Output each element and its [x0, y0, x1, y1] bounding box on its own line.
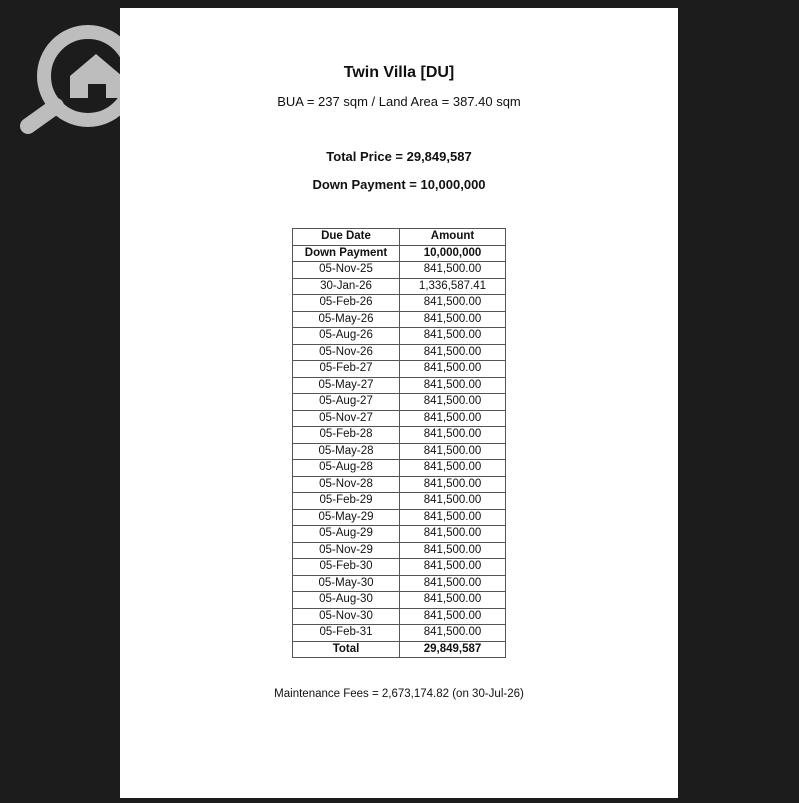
amount-cell: 841,500.00 — [400, 542, 506, 559]
table-row — [293, 460, 506, 477]
table-row — [293, 410, 506, 427]
table-row — [293, 526, 506, 543]
amount-cell: 10,000,000 — [400, 245, 506, 262]
total-price: Total Price = 29,849,587 — [326, 149, 472, 164]
table-row — [293, 592, 506, 609]
table-row — [293, 344, 506, 361]
table-row — [293, 394, 506, 411]
amount-cell: 841,500.00 — [400, 427, 506, 444]
due-date-cell: 05-Nov-28 — [293, 476, 400, 493]
header-amount: Amount — [400, 229, 506, 246]
amount-cell: 841,500.00 — [400, 344, 506, 361]
amount-cell: 841,500.00 — [400, 460, 506, 477]
table-row — [293, 278, 506, 295]
due-date-cell: Down Payment — [293, 245, 400, 262]
amount-cell: 841,500.00 — [400, 625, 506, 642]
table-row — [293, 443, 506, 460]
due-date-cell: 05-Nov-26 — [293, 344, 400, 361]
house-magnifier-icon — [18, 14, 128, 134]
table-row — [293, 295, 506, 312]
due-date-cell: 30-Jan-26 — [293, 278, 400, 295]
amount-cell: 841,500.00 — [400, 361, 506, 378]
header-due-date: Due Date — [293, 229, 400, 246]
due-date-cell: 05-Feb-26 — [293, 295, 400, 312]
amount-cell: 841,500.00 — [400, 592, 506, 609]
amount-cell: 29,849,587 — [400, 641, 506, 658]
amount-cell: 841,500.00 — [400, 311, 506, 328]
amount-cell: 841,500.00 — [400, 493, 506, 510]
due-date-cell: 05-Aug-26 — [293, 328, 400, 345]
due-date-cell: 05-May-28 — [293, 443, 400, 460]
document-page — [120, 8, 678, 798]
table-row — [293, 262, 506, 279]
amount-cell: 841,500.00 — [400, 328, 506, 345]
table-row — [293, 641, 506, 658]
amount-cell: 841,500.00 — [400, 608, 506, 625]
amount-cell: 841,500.00 — [400, 443, 506, 460]
due-date-cell: 05-Feb-31 — [293, 625, 400, 642]
amount-cell: 841,500.00 — [400, 476, 506, 493]
due-date-cell: 05-May-26 — [293, 311, 400, 328]
amount-cell: 1,336,587.41 — [400, 278, 506, 295]
table-row — [293, 559, 506, 576]
due-date-cell: 05-May-29 — [293, 509, 400, 526]
due-date-cell: 05-Nov-30 — [293, 608, 400, 625]
table-row — [293, 493, 506, 510]
amount-cell: 841,500.00 — [400, 575, 506, 592]
amount-cell: 841,500.00 — [400, 394, 506, 411]
due-date-cell: 05-Feb-30 — [293, 559, 400, 576]
table-row — [293, 328, 506, 345]
amount-cell: 841,500.00 — [400, 526, 506, 543]
due-date-cell: Total — [293, 641, 400, 658]
amount-cell: 841,500.00 — [400, 377, 506, 394]
document-title: Twin Villa [DU] — [343, 64, 455, 81]
table-row — [293, 625, 506, 642]
due-date-cell: 05-May-27 — [293, 377, 400, 394]
table-header-row — [293, 229, 506, 246]
due-date-cell: 05-Nov-27 — [293, 410, 400, 427]
table-row — [293, 476, 506, 493]
amount-cell: 841,500.00 — [400, 262, 506, 279]
payment-schedule-body — [293, 245, 506, 658]
due-date-cell: 05-Feb-27 — [293, 361, 400, 378]
table-row — [293, 245, 506, 262]
due-date-cell: 05-Nov-29 — [293, 542, 400, 559]
table-row — [293, 608, 506, 625]
table-row — [293, 311, 506, 328]
maintenance-fees-note: Maintenance Fees = 2,673,174.82 (on 30-Jul-26) — [274, 688, 524, 700]
due-date-cell: 05-Aug-28 — [293, 460, 400, 477]
table-row — [293, 509, 506, 526]
area-info: BUA = 237 sqm / Land Area = 387.40 sqm — [277, 94, 521, 109]
down-payment: Down Payment = 10,000,000 — [312, 177, 486, 192]
due-date-cell: 05-May-30 — [293, 575, 400, 592]
due-date-cell: 05-Aug-27 — [293, 394, 400, 411]
due-date-cell: 05-Feb-28 — [293, 427, 400, 444]
table-row — [293, 361, 506, 378]
due-date-cell: 05-Nov-25 — [293, 262, 400, 279]
due-date-cell: 05-Feb-29 — [293, 493, 400, 510]
table-row — [293, 427, 506, 444]
amount-cell: 841,500.00 — [400, 559, 506, 576]
table-row — [293, 542, 506, 559]
payment-schedule-table — [292, 228, 506, 658]
amount-cell: 841,500.00 — [400, 410, 506, 427]
amount-cell: 841,500.00 — [400, 295, 506, 312]
table-row — [293, 575, 506, 592]
due-date-cell: 05-Aug-30 — [293, 592, 400, 609]
due-date-cell: 05-Aug-29 — [293, 526, 400, 543]
table-row — [293, 377, 506, 394]
amount-cell: 841,500.00 — [400, 509, 506, 526]
